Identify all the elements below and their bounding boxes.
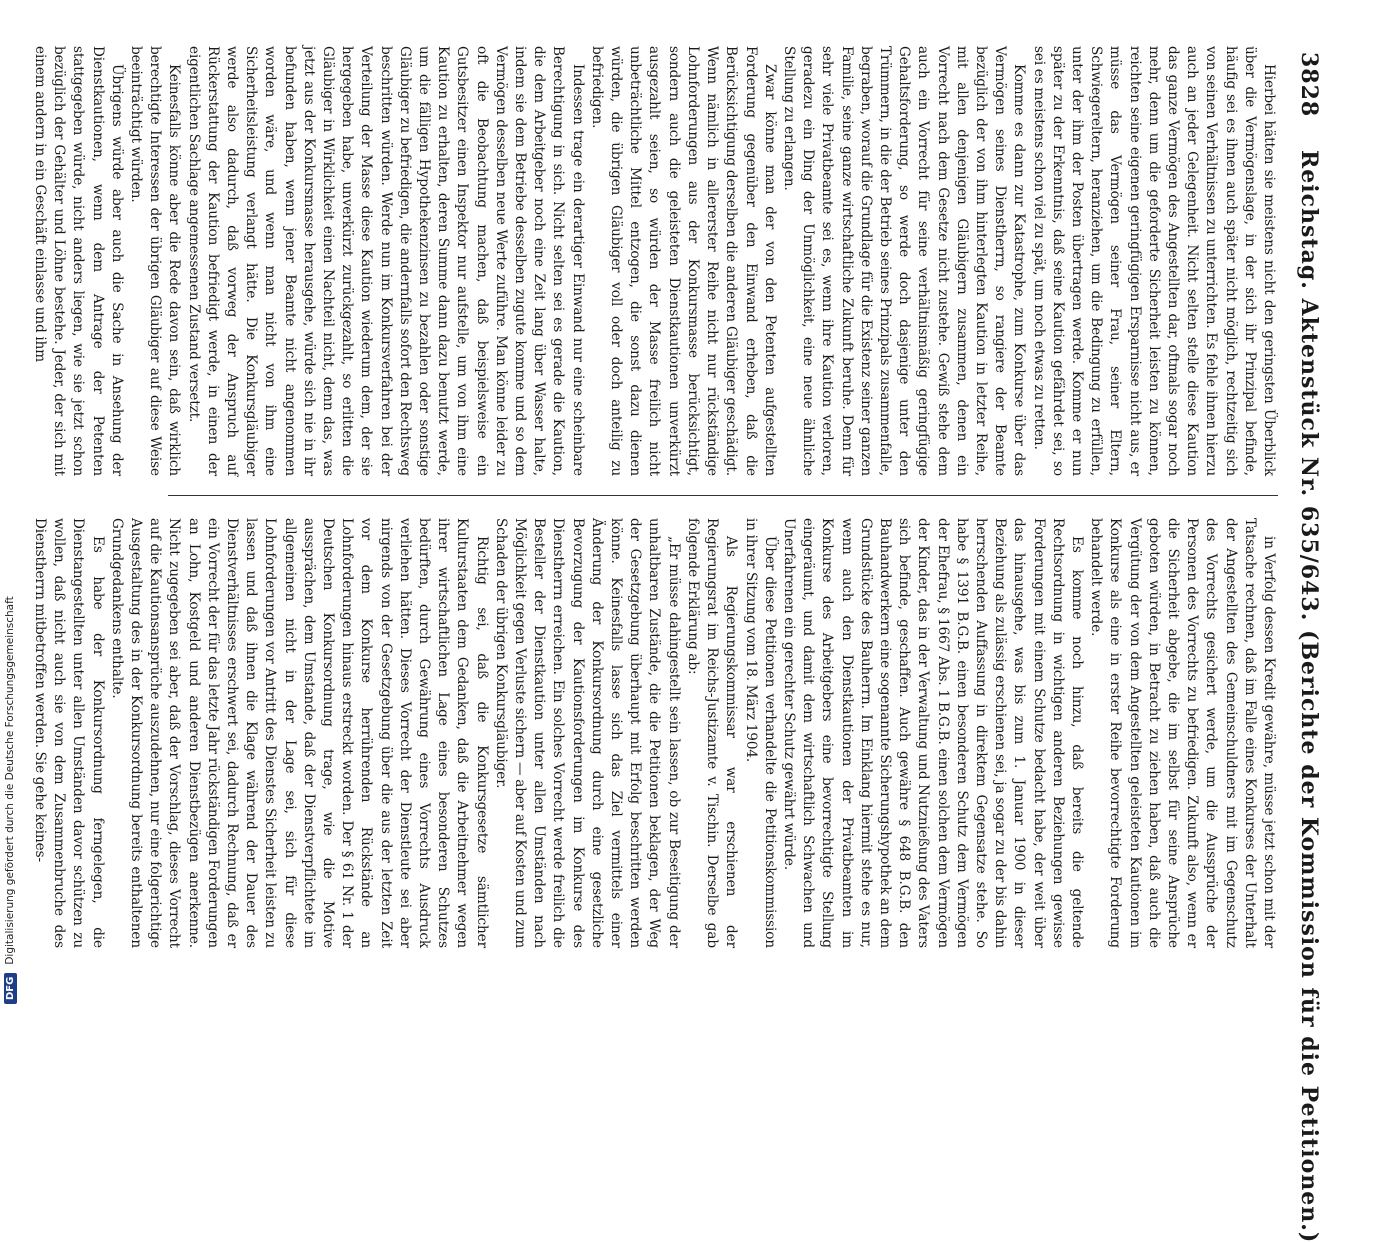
paragraph: Komme es dann zur Katastrophe, zum Konkurse über das Vermögen seines Dienstherrn, so rangiere der Beamte bezüglich der von ihm hinterlegten Kaution in letzter Reihe, mit allen denjenigen Gläubigern zusammen, denen ein Vorrecht nach dem Gesetze nicht zustehe. Gewiß stehe dem auch ein Vorrecht für seine verhältnismäßig geringfügige Gehaltsforderung, so werde doch dasjenige unter den Trümmern, in die der Betrieb seines Prinzipals zusammenfalle, begraben, worauf die Grundlage für die Existenz seiner ganzen Familie, seine ganze wirtschaftliche Zukunft beruhe. Denn für sehr viele Privatbeamte sei es, wenn ihre Kaution verloren, geradezu ein Ding der Unmöglichkeit, eine neue ähnliche Stellung zu erlangen. xyxy=(780,46,1028,476)
paragraph: Richtig sei, daß die Konkursgesetze sämtlicher Kulturstaaten dem Gedanken, daß die Arbeitnehmer wegen ihrer wirtschaftlichen Lage eines besonderen Schutzes bedürften, durch Gewährung eines Vorrechts Ausdruck verliehen hätten. Dieses Vorrecht der Dienstleute sei aber nirgends von der Gesetzgebung über die aus der letzten Zeit vor dem Konkurse herrührenden Rückstände an Lohnforderungen hinaus erstreckt worden. Der § 61 Nr. 1 der Deutschen Konkursordnung trage, wie die Motive aussprächen, dem Umstande, daß der Dienstverpflichtete im allgemeinen nicht in der Lage sei, sich für diese Lohnforderungen vor Antritt des Dienstes Sicherheit leisten zu lassen und daß ihnen die Klage während der Dauer des Dienstverhältnisses erschwert sei, dadurch Rechnung, daß er ein Vorrecht der für das letzte Jahr rückständigen Forderungen an Lohn, Kostgeld und anderen Dienstbezügen anerkenne. Nicht zugegeben sei aber, daß der Vorschlag, dieses Vorrecht auf die Kautionsansprüche auszudehnen, nur eine folgerichtige Ausgestaltung des in der Konkursordnung bereits enthaltenen Grundgedankens enthalte. xyxy=(108,518,490,948)
paragraph: Es komme noch hinzu, daß bereits die geltende Rechtsordnung in wichtigen anderen Beziehungen gewisse Forderungen mit einem Schutze bedacht habe, der weit über das hinausgehe, was bis zum 1. Januar 1900 in dieser Beziehung als zulässig erschienen sei, ja sogar zu der bis dahin herrschenden Auffassung in direktem Gegensatze stehe. So habe § 1391 B.G.B. einen besonderen Schutz dem Vermögen der Ehefrau, § 1667 Abs. 1 B.G.B. einen solchen dem Vermögen der Kinder, das in der Verwaltung und Nutznießung des Vaters sich befinde, geschaffen. Auch gewähre § 648 B.G.B. den Bauhandwerkern eine sogenannte Sicherungshypothek an dem Grundstücke des Bauherrn. Im Einklang hiermit stehe es nur, wenn auch den Dienstkautionen der Privatbeamten im Konkurse des Arbeitgebers eine bevorrechtigte Stellung eingeräumt, und damit dem wirtschaftlich Schwachen und Unerfahrenen ein gerechter Schutz gewährt würde. xyxy=(780,518,1085,948)
digitization-credit xyxy=(4,14,17,1004)
rotated-page xyxy=(32,40,1330,1243)
paragraph: Zwar könne man der von den Petenten aufgestellten Forderung gegenüber den Einwand erheben, daß die Berücksichtigung derselben die anderen Gläubiger geschädigt. Wenn nämlich in allererster Reihe nicht nur rückständige Lohnforderungen aus der Konkursmasse berücksichtigt, sondern auch die geleisteten Dienstkautionen unverkürzt ausgezahlt seien, so würden der Masse freilich nicht unbeträchtliche Mittel entzogen, die sonst dazu dienen würden, die übrigen Gläubiger voll oder doch anteilig zu befriedigen. xyxy=(588,46,778,476)
paragraph: Indessen trage ein derartiger Einwand nur eine scheinbare Berechtigung in sich. Nicht selten sei es gerade die Kaution, die dem Arbeitgeber noch eine Zeit lang über Wasser halte, indem sie dem Betriebe desselben zugute komme und so dem Vermögen desselben neue Werte zuführe. Man könne leider zu oft die Beobachtung machen, daß beispielsweise ein Gutsbesitzer einen Inspektor nur aufstelle, um von ihm eine Kaution zu erhalten, deren Summe dann dazu benutzt werde, um die fälligen Hypothekenzinsen zu bezahlen oder sonstige Gläubiger zu befriedigen, die andernfalls sofort den Rechtsweg beschritten würden. Werde nun im Konkursverfahren bei der Verteilung der Masse diese Kaution wiederum dem, der sie hergegeben habe, unverkürzt zurückgezahlt, so erlitten die Gläubiger in Wirklichkeit einen Nachteil nicht, denn das, was jetzt aus der Konkursmasse herausgehe, würde sich nie in ihr befunden haben, wenn jener Beamte nicht angenommen worden wäre, und wenn man nicht von ihm eine Sicherheitsleistung verlangt hätte. Die Konkursgläubiger werde also dadurch, daß vorweg der Anspruch auf Rückerstattung der Kaution befriedigt werde, in einen der eigentlichen Sachlage angemessenen Zustand versetzt. xyxy=(185,46,586,476)
paragraph: Keinesfalls könne aber die Rede davon sein, daß wirklich berechtigte Interessen der übrigen Gläubiger auf diese Weise beeinträchtigt würden. xyxy=(128,46,183,476)
text-column-left xyxy=(30,46,1278,476)
paragraph: Es habe der Konkursordnung ferngelegen, die Dienstangestellten unter allen Umständen davor schützen zu wollen, daß nicht auch sie von dem Zusammenbruche des Dienstherrn mitbetroffen werden. Sie gehe keines- xyxy=(32,518,106,948)
paragraph: Hierbei hätten sie meistens nicht den geringsten Überblick über die Vermögenslage, in der sich ihr Prinzipal befinde, häufig sei es ihnen auch später nicht möglich, rechtzeitig sich von seinen Verhältnissen zu unterrichten. Es fehle ihnen hierzu auch an jeder Gelegenheit. Nicht selten stelle diese Kaution das ganze Vermögen des Angestellten dar, oftmals sogar noch mehr, denn um die geforderte Sicherheit leisten zu können, reichten seine eigenen geringfügigen Ersparnisse nicht aus, er müsse das Vermögen seiner Frau, seiner Eltern, Schwiegereltern, heranziehen, um die Bedingung zu erfüllen, unter der ihm der Posten übertragen werde. Komme er nun später zu der Erkenntnis, daß seine Kaution gefährdet sei, so sei es meistens schon viel zu spät, um noch etwas zu retten. xyxy=(1030,46,1277,476)
dfg-logo: DFG xyxy=(4,973,17,1004)
paragraph: Über diese Petitionen verhandelte die Petitionskommission in ihrer Sitzung vom 18. März 1904. xyxy=(742,518,778,948)
text-column-right xyxy=(30,518,1278,948)
page-number: 3828 xyxy=(1296,52,1322,118)
paragraph: „Er müsse dahingestellt sein lassen, ob zur Beseitigung der unhaltbaren Zustände, die die Petitionen beklagen, der Weg der Gesetzgebung überhaupt mit Erfolg beschritten werden könne. Keinesfalls lasse sich das Ziel vermittels einer Änderung der Konkursordnung durch eine gesetzliche Bevorzugung der Kautionsforderungen im Konkurse des Dienstherrn erreichen. Ein solches Vorrecht werde freilich die Besteller der Dienstkaution unter allen Umständen nach Möglichkeit gegen Verluste sichern — aber auf Kosten und zum Schaden der übrigen Konkursgläubiger. xyxy=(492,518,682,948)
paragraph: Übrigens würde aber auch die Sache in Ansehung der Dienstkautionen, wenn dem Antrage der Petenten stattgegeben würde, nicht anders liegen, wie sie jetzt schon bezüglich der Gehälter und Löhne bestehe. Jeder, der sich mit einem andern in ein Geschäft einlasse und ihm xyxy=(32,46,125,476)
page-header xyxy=(1286,40,1330,1243)
column-divider xyxy=(168,495,1278,496)
paragraph: Als Regierungskommissar war erschienen der Regierungsrat im Reichs-Justizamte v. Tischin. Derselbe gab folgende Erklärung ab: xyxy=(684,518,740,948)
running-title: Reichstag. Aktenstück Nr. 635/643. (Berichte der Kommission für die Petitionen.) xyxy=(1296,150,1322,1243)
paragraph: in Verfolg dessen Kredit gewähre, müsse jetzt schon mit der Tatsache rechnen, daß im Falle eines Konkurses der Unterhalt der Angestellten des Gemeinschuldners mit im Gegenschutz des Vorrechts gesichert werde, um die Aussprüche der Personen des Vorrechts zu befriedigen. Zukunft also, wenn er die Sicherheit abgebe, die im selbst für seine Ansprüche geboten würden, in Betracht zu ziehen haben, daß auch die Vergütung der von dem Angestellten geleisteten Kautionen im Konkurse als eine in erster Reihe bevorrechtigte Forderung behandelt werde. xyxy=(1088,518,1277,948)
credit-text: Digitalisierung gefördert durch die Deutsche Forschungsgemeinschaft xyxy=(4,596,16,965)
